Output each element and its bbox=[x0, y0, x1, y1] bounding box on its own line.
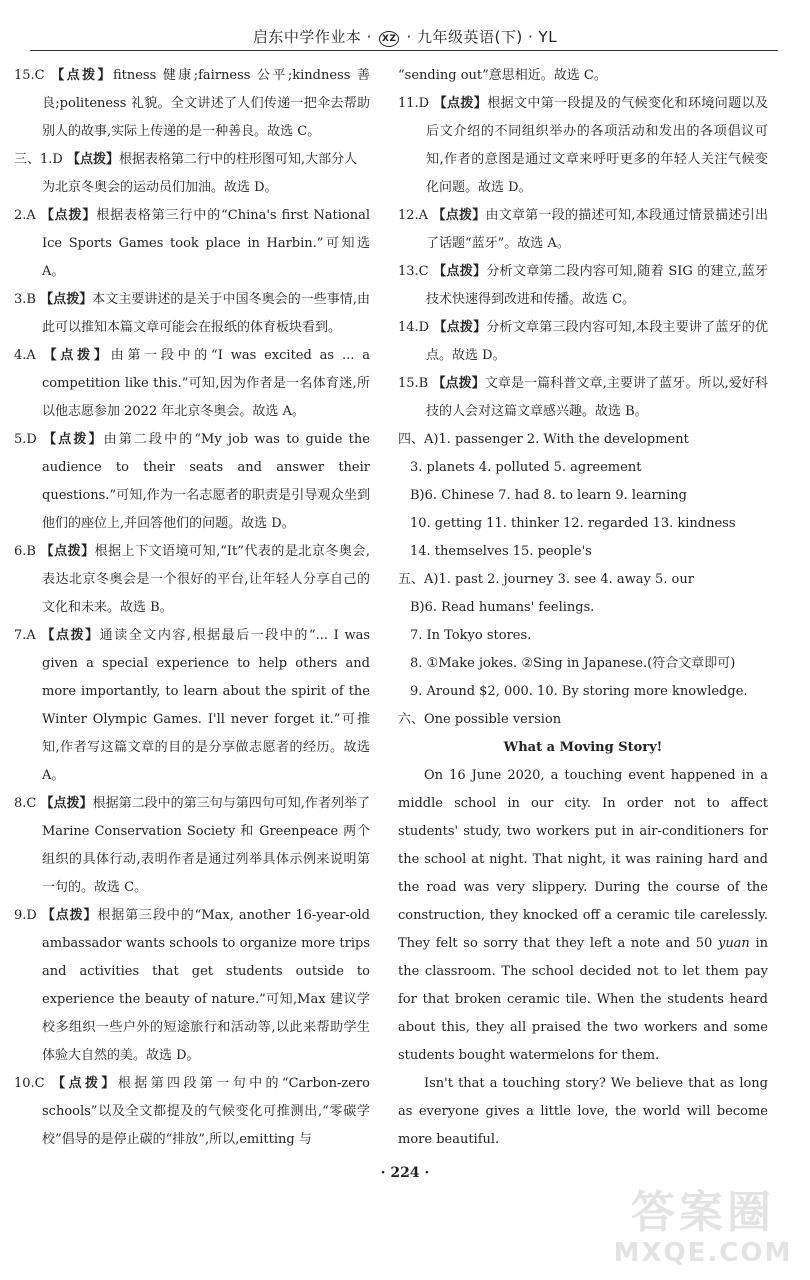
left-column bbox=[14, 62, 370, 1154]
section-5-line-5: 9. Around $2, 000. 10. By storing more knowledge. bbox=[410, 684, 748, 699]
answer-10c: 10.C 【点拨】根据第四段第一句中的“Carbon-zero schools”以及全文都提及的气候变化可推测出,“零碳学校”倡导的是停止碳的“排放”,所以,emitting 与 bbox=[14, 1076, 370, 1147]
page-number: · 224 · bbox=[380, 1165, 430, 1181]
answer-15b: 15.B 【点拨】文章是一篇科普文章,主要讲了蓝牙。所以,爱好科技的人会对这篇文章感兴趣。故选 B。 bbox=[398, 376, 769, 419]
header-right: · 九年级英语(下) · YL bbox=[406, 28, 558, 46]
essay-paragraph-1: On 16 June 2020, a touching event happened in a middle school in our city. In order not to affect students' study, two workers put in air-conditioners for the school at night. That night, it was raining hard and the road was very slippery. During the course of the construction, they knocked off a ceramic tile carelessly. They felt so sorry that they left a note and 50 yuan in the classroom. The school decided not to let them pay for that broken ceramic tile. When the students heard about this, they all praised the two workers and some students bought watermelons for them. bbox=[398, 768, 769, 1063]
section-5-line-2: B)6. Read humans' feelings. bbox=[410, 600, 595, 615]
answer-2a: 2.A 【点拨】根据表格第三行中的“China's first National Ice Sports Games took place in Harbin.”可知选 A。 bbox=[14, 208, 370, 279]
right-column bbox=[398, 62, 768, 1154]
essay-title: What a Moving Story! bbox=[503, 740, 663, 755]
answer-5d: 5.D 【点拨】由第二段中的“My job was to guide the audience to their seats and answer their questions.”可知,作为一名志愿者的职责是引导观众坐到他们的座位上,并回答他们的问题。故选 D。 bbox=[14, 432, 370, 531]
answer-15c: 15.C 【点拨】fitness 健康;fairness 公平;kindness 善良;politeness 礼貌。全文讲述了人们传递一把伞去帮助别人的故事,实际上传递的是一种善良。故选 C。 bbox=[14, 68, 370, 139]
answer-3b: 3.B 【点拨】本文主要讲述的是关于中国冬奥会的一些事情,由此可以推知本篇文章可能会在报纸的体育板块看到。 bbox=[14, 292, 370, 335]
answer-8c: 8.C 【点拨】根据第二段中的第三句与第四句可知,作者列举了 Marine Conservation Society 和 Greenpeace 两个组织的具体行动,表明作者是通过列举具体示例来说明第一句的。故选 C。 bbox=[14, 796, 370, 895]
section-4-line-2: 3. planets 4. polluted 5. agreement bbox=[410, 460, 642, 475]
answer-13c: 13.C 【点拨】分析文章第二段内容可知,随着 SIG 的建立,蓝牙技术快速得到改进和传播。故选 C。 bbox=[398, 264, 768, 307]
section-4-line-3: B)6. Chinese 7. had 8. to learn 9. learning bbox=[410, 488, 687, 503]
section-5-line-3: 7. In Tokyo stores. bbox=[410, 628, 532, 643]
answer-9d: 9.D 【点拨】根据第三段中的“Max, another 16-year-old ambassador wants schools to organize more trips and activities that get students outside to experience the beauty of nature.”可知,Max 建议学校多组织一些户外的短途旅行和活动等,以此来帮助学生体验大自然的美。故选 D。 bbox=[14, 908, 370, 1063]
answer-6b: 6.B 【点拨】根据上下文语境可知,“It”代表的是北京冬奥会,表达北京冬奥会是一个很好的平台,让年轻人分享自己的文化和未来。故选 B。 bbox=[14, 544, 370, 615]
watermark-text: 答案圈 bbox=[631, 1187, 775, 1238]
answer-11d: 11.D 【点拨】根据文中第一段提及的气候变化和环境问题以及后文介绍的不同组织举办的各项活动和发出的各项倡议可知,作者的意图是通过文章来呼吁更多的年轻人关注气候变化问题。故选 D。 bbox=[398, 96, 768, 195]
answer-10c-continued: “sending out”意思相近。故选 C。 bbox=[398, 68, 607, 83]
header-left: 启东中学作业本 · bbox=[252, 28, 372, 46]
answer-section-3-1: 三、1.D 【点拨】根据表格第二行中的柱形图可知,大部分人为北京冬奥会的运动员们加油。故选 D。 bbox=[14, 152, 358, 195]
series-badge: XZ bbox=[379, 31, 399, 47]
section-4-line-5: 14. themselves 15. people's bbox=[410, 544, 592, 559]
answer-7a: 7.A 【点拨】通读全文内容,根据最后一段中的“... I was given a special experience to help others and more importantly, to learn about the spirit of the Winter Olympic Games. I'll never forget it.”可推知,作者写这篇文章的目的是分享做志愿者的经历。故选 A。 bbox=[14, 628, 370, 783]
header-rule bbox=[30, 50, 778, 51]
section-5-line-1: 五、A)1. past 2. journey 3. see 4. away 5. our bbox=[398, 572, 694, 587]
section-6: 六、One possible version bbox=[398, 712, 562, 727]
answer-12a: 12.A 【点拨】由文章第一段的描述可知,本段通过情景描述引出了话题“蓝牙”。故选 A。 bbox=[398, 208, 768, 251]
answer-14d: 14.D 【点拨】分析文章第三段内容可知,本段主要讲了蓝牙的优点。故选 D。 bbox=[398, 320, 768, 363]
watermark-url: MXQE.COM bbox=[613, 1238, 793, 1268]
section-5-line-4: 8. ①Make jokes. ②Sing in Japanese.(符合文章即可) bbox=[410, 656, 736, 671]
answer-4a: 4.A 【点拨】由第一段中的“I was excited as ... a competition like this.”可知,因为作者是一名体育迷,所以他志愿参加 2022 年北京冬奥会。故选 A。 bbox=[14, 348, 370, 419]
essay-paragraph-2: Isn't that a touching story? We believe that as long as everyone gives a little love, the world will become more beautiful. bbox=[398, 1076, 768, 1147]
section-4-line-4: 10. getting 11. thinker 12. regarded 13. kindness bbox=[410, 516, 736, 531]
watermark-logo bbox=[608, 1188, 798, 1276]
section-4-line-1: 四、A)1. passenger 2. With the development bbox=[398, 432, 689, 447]
page-header bbox=[0, 26, 810, 48]
